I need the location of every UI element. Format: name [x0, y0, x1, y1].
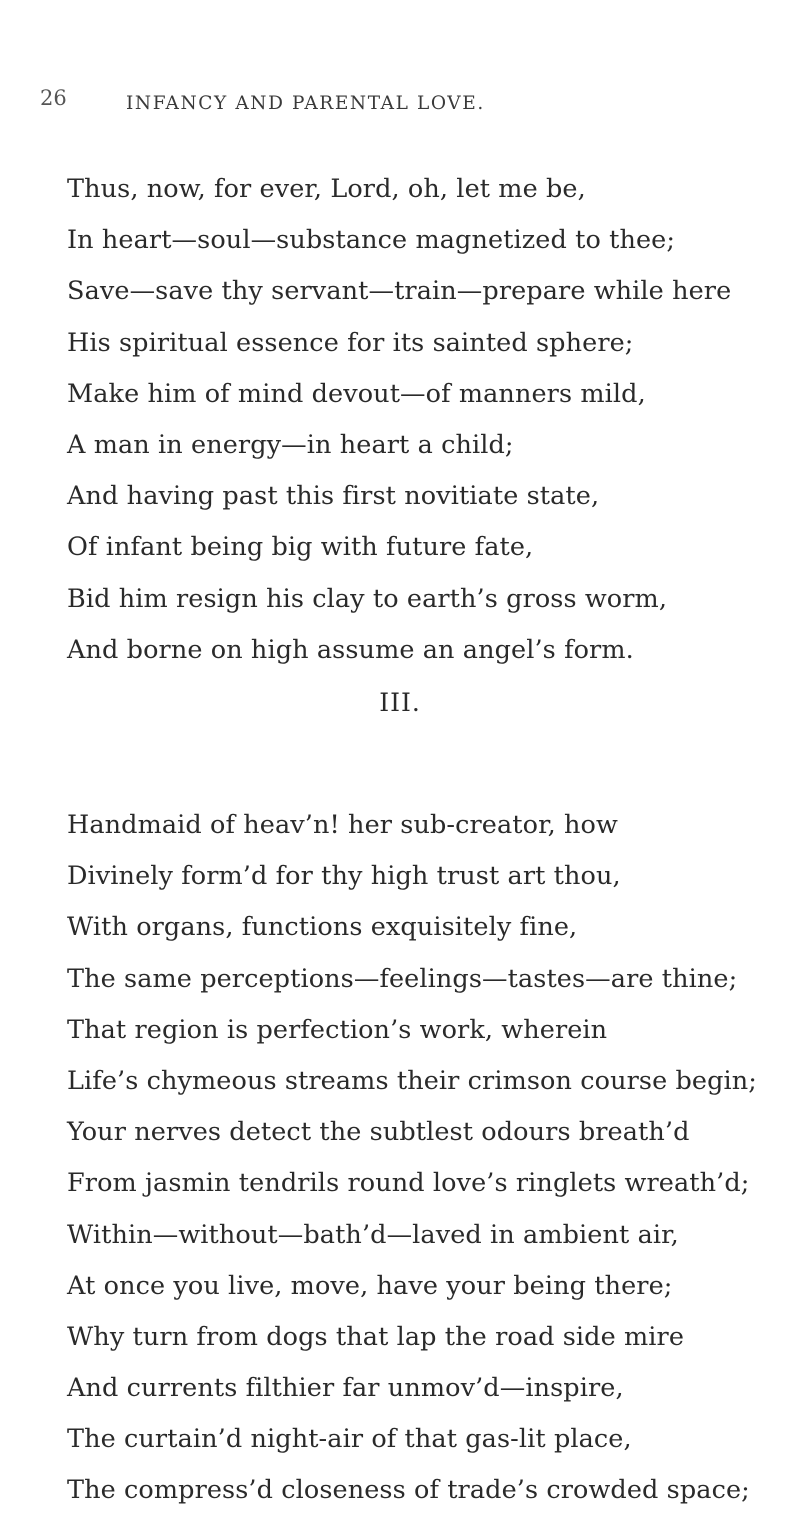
poem-line: Handmaid of heav’n! her sub-creator, how [67, 810, 618, 840]
poem-line: Save—save thy servant—train—prepare while here [67, 276, 732, 307]
section-number: III. [379, 688, 421, 717]
poem-line: His spiritual essence for its sainted sphere; [67, 327, 634, 358]
poem-line: At once you live, move, have your being there; [67, 1270, 673, 1301]
poem-line: With organs, functions exquisitely fine, [67, 912, 578, 943]
poem-line: The compress’d closeness of trade’s crowded space; [67, 1475, 750, 1506]
poem-line: A man in energy—in heart a child; [67, 429, 514, 460]
poem-line: Divinely form’d for thy high trust art thou, [67, 861, 621, 892]
poem-line: And currents filthier far unmov’d—inspire, [67, 1373, 624, 1404]
poem-line: Thus, now, for ever, Lord, oh, let me be, [67, 174, 586, 204]
poem-line: Within—without—bath’d—laved in ambient air, [67, 1219, 679, 1250]
poem-stanza-1 [67, 164, 731, 676]
poem-line: The same perceptions—feelings—tastes—are thine; [67, 963, 738, 994]
poem-line: That region is perfection’s work, wherein [67, 1014, 608, 1045]
poem-line: From jasmin tendrils round love’s ringlets wreath’d; [67, 1168, 750, 1199]
poem-line: Life’s chymeous streams their crimson course begin; [67, 1065, 757, 1096]
poem-line: Your nerves detect the subtlest odours breath’d [67, 1117, 690, 1148]
poem-stanza-2 [67, 800, 757, 1517]
poem-line: And having past this first novitiate state, [67, 481, 600, 512]
poem-line: Make him of mind devout—of manners mild, [67, 378, 646, 409]
page-number: 26 [40, 86, 67, 110]
poem-line: Bid him resign his clay to earth’s gross worm, [67, 583, 668, 614]
poem-line: In heart—soul—substance magnetized to thee; [67, 225, 676, 256]
poem-line: And borne on high assume an angel’s form. [67, 634, 634, 665]
poem-line: The curtain’d night-air of that gas-lit place, [67, 1424, 632, 1455]
poem-line: Why turn from dogs that lap the road side mire [67, 1321, 685, 1352]
running-title: INFANCY AND PARENTAL LOVE. [126, 93, 485, 114]
poem-line: Of infant being big with future fate, [67, 532, 534, 563]
